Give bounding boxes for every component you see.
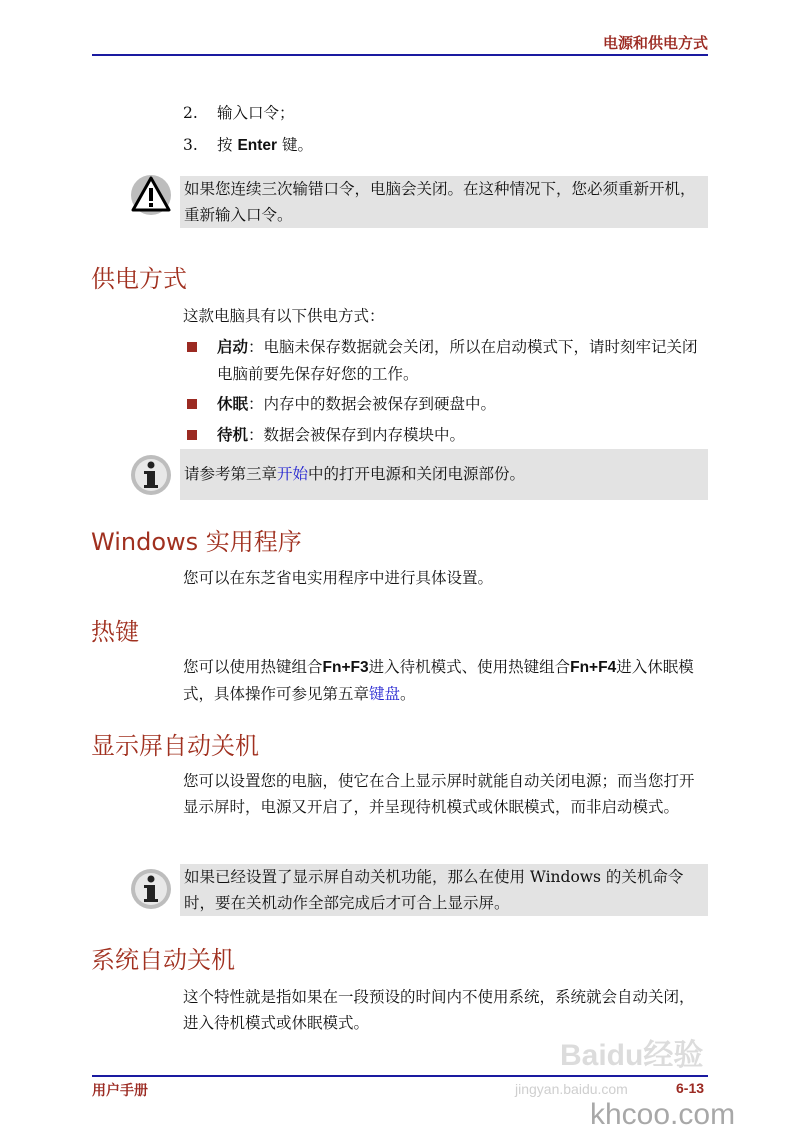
info-icon [130,454,172,496]
keyboard-link[interactable]: 键盘 [369,685,401,703]
section-heading: 系统自动关机 [91,946,235,974]
note-text: 请参考第三章 [184,465,278,483]
key-name: Fn+F4 [570,659,617,676]
key-name: Fn+F3 [322,659,369,676]
footer-title: 用户手册 [92,1083,148,1099]
info-note: 如果已经设置了显示屏自动关机功能，那么在使用 Windows 的关机命令时，要在关机动作全部完成后才可合上显示屏。 [180,864,708,916]
list-item [217,391,707,418]
list-item [217,334,707,387]
item-text: ：电脑未保存数据就会关闭，所以在启动模式下，请时刻牢记关闭电脑前要先保存好您的工作。 [217,338,698,383]
text: 。 [400,685,416,703]
key-name: Enter [237,137,278,154]
text: 您可以使用热键组合 [183,658,323,676]
section-heading: 供电方式 [91,265,187,293]
item-text: ：内存中的数据会被保存到硬盘中。 [248,395,497,413]
step-number: 2. [183,104,198,122]
paragraph: 这个特性就是指如果在一段预设的时间内不使用系统，系统就会自动关闭，进入待机模式或休眠模式。 [183,988,695,1032]
note-text: 中的打开电源和关闭电源部份。 [308,465,526,483]
watermark-site: khcoo.com [590,1098,736,1131]
watermark-brand: Baidu经验 [560,1039,704,1072]
paragraph: 您可以设置您的电脑，使它在合上显示屏时就能自动关闭电源；而当您打开显示屏时，电源又开启了，并呈现待机模式或休眠模式，而非启动模式。 [183,772,695,816]
info-note [180,449,708,500]
step-text: 键。 [277,136,313,154]
info-icon [130,868,172,910]
footer-rule [92,1075,708,1077]
term: 休眠 [217,396,249,413]
term: 待机 [217,427,249,444]
step-text: 按 [217,136,238,154]
text: 进入待机模式、使用热键组合 [368,658,571,676]
section-heading: 热键 [91,618,139,646]
step-number: 3. [183,136,198,154]
paragraph: 这款电脑具有以下供电方式： [183,307,385,325]
section-heading: 显示屏自动关机 [91,732,259,760]
chapter-link[interactable]: 开始 [277,465,309,483]
page-number: 6-13 [676,1080,705,1096]
section-heading: Windows 实用程序 [91,528,302,556]
warning-note: 如果您连续三次输错口令，电脑会关闭。在这种情况下，您必须重新开机，重新输入口令。 [180,176,708,228]
term: 启动 [217,339,249,356]
text: 进入休眠模式，具体操作可参见第五章 [183,658,694,703]
paragraph: 您可以在东芝省电实用程序中进行具体设置。 [183,569,494,587]
running-header: 电源和供电方式 [602,34,708,52]
step-text: 输入口令； [217,104,295,122]
item-text: ：数据会被保存到内存模块中。 [248,426,466,444]
bullet-icon [187,430,197,440]
step-2 [183,100,295,126]
list-item [217,422,707,449]
warning-icon [130,174,172,216]
watermark-url: jingyan.baidu.com [515,1081,628,1097]
step-3 [183,132,313,159]
paragraph [183,654,703,707]
bullet-icon [187,342,197,352]
header-rule [92,54,708,56]
bullet-icon [187,399,197,409]
